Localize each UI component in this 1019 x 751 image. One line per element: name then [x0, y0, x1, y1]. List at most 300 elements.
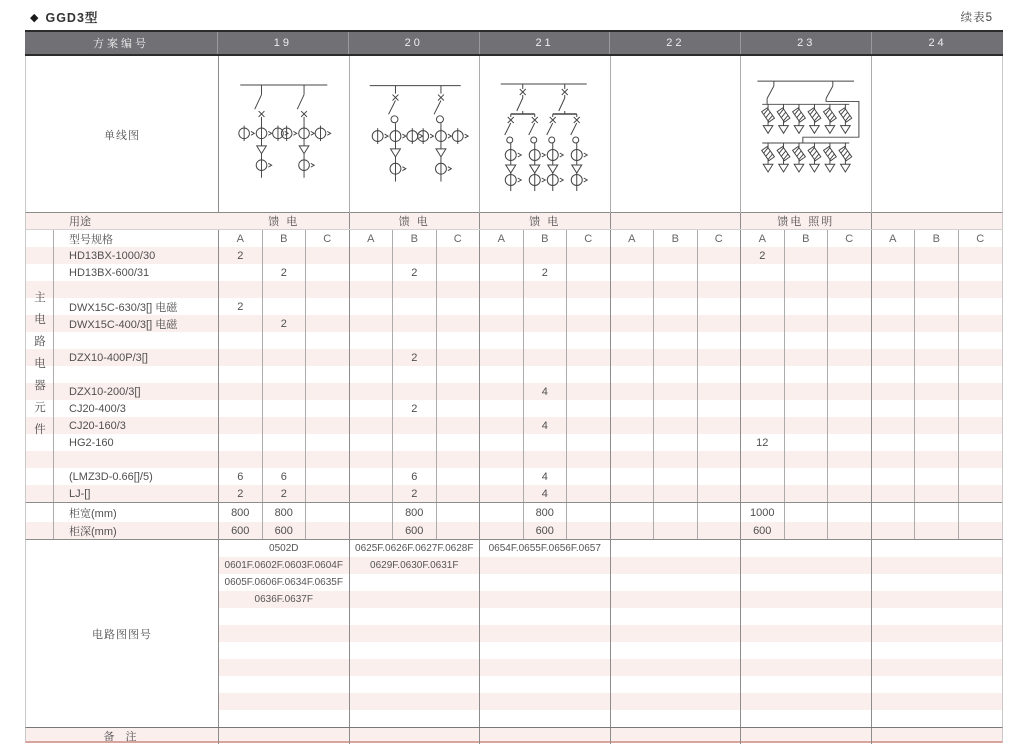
- component-label: [54, 451, 219, 468]
- circuit-row: [219, 659, 1002, 676]
- scheme-header-20: 20: [349, 32, 480, 54]
- quantity-cell: [567, 485, 611, 502]
- size-cell: [872, 503, 916, 522]
- quantity-cell: [263, 281, 307, 298]
- quantity-cell: [524, 298, 568, 315]
- size-cell: [350, 503, 394, 522]
- quantity-cell: 2: [263, 485, 307, 502]
- quantity-cell: [698, 349, 742, 366]
- quantity-cell: [915, 349, 959, 366]
- quantity-cell: [698, 247, 742, 264]
- circuit-number-cell: 0502D: [219, 540, 350, 557]
- diagram-cell-empty: [872, 56, 1003, 213]
- circuit-number-cell: [219, 659, 350, 676]
- quantity-cell: [437, 281, 481, 298]
- quantity-cell: [828, 434, 872, 451]
- circuit-number-cell: [872, 591, 1003, 608]
- component-label: [54, 281, 219, 298]
- quantity-cell: [219, 349, 263, 366]
- quantity-cell: [611, 281, 655, 298]
- quantity-cell: [959, 298, 1003, 315]
- quantity-cell: [872, 332, 916, 349]
- quantity-cell: [654, 383, 698, 400]
- remark-cell: [350, 728, 481, 744]
- quantity-cell: 4: [524, 485, 568, 502]
- quantity-cell: [741, 400, 785, 417]
- quantity-cell: [306, 349, 350, 366]
- quantity-cell: [785, 417, 829, 434]
- quantity-cell: [611, 468, 655, 485]
- size-cell: [959, 522, 1003, 539]
- quantity-cell: 2: [741, 247, 785, 264]
- quantity-cell: [611, 485, 655, 502]
- quantity-cell: [263, 417, 307, 434]
- quantity-cell: [959, 434, 1003, 451]
- quantity-cell: [437, 383, 481, 400]
- quantity-cell: [480, 451, 524, 468]
- quantity-cell: [959, 485, 1003, 502]
- circuit-number-cell: [741, 659, 872, 676]
- quantity-cell: [654, 434, 698, 451]
- circuit-number-cell: [741, 574, 872, 591]
- circuit-number-cell: [480, 574, 611, 591]
- quantity-cell: [959, 247, 1003, 264]
- size-cell: [828, 503, 872, 522]
- quantity-cell: [915, 247, 959, 264]
- quantity-cell: [872, 281, 916, 298]
- component-label: HD13BX-1000/30: [54, 247, 219, 264]
- component-label: CJ20-160/3: [54, 417, 219, 434]
- circuit-number-cell: [872, 540, 1003, 557]
- quantity-cell: [306, 417, 350, 434]
- subcolumn-header-B: B: [654, 230, 698, 247]
- quantity-cell: [567, 468, 611, 485]
- quantity-cell: [872, 383, 916, 400]
- subcolumn-header-B: B: [263, 230, 307, 247]
- quantity-cell: 2: [219, 298, 263, 315]
- circuit-number-cell: [350, 591, 481, 608]
- quantity-cell: [654, 298, 698, 315]
- circuit-number-cell: [611, 557, 742, 574]
- circuit-number-cell: [741, 608, 872, 625]
- quantity-cell: [741, 298, 785, 315]
- component-row: [26, 247, 1002, 264]
- quantity-cell: [915, 315, 959, 332]
- quantity-cell: [872, 485, 916, 502]
- quantity-cell: [959, 264, 1003, 281]
- single-line-diagram-scheme-20: [350, 56, 481, 213]
- usage-cell: 馈 电: [219, 213, 350, 229]
- quantity-cell: 6: [219, 468, 263, 485]
- circuit-number-cell: [480, 693, 611, 710]
- quantity-cell: [828, 366, 872, 383]
- quantity-cell: [524, 332, 568, 349]
- quantity-cell: [654, 247, 698, 264]
- quantity-cell: [611, 451, 655, 468]
- circuit-number-cell: [219, 608, 350, 625]
- quantity-cell: [480, 468, 524, 485]
- size-label: 柜宽(mm): [54, 503, 219, 522]
- quantity-cell: [437, 332, 481, 349]
- circuit-number-cell: [611, 642, 742, 659]
- quantity-cell: [480, 485, 524, 502]
- quantity-cell: [915, 468, 959, 485]
- single-line-diagram-template-23: [741, 56, 871, 213]
- subcolumn-header-B: B: [393, 230, 437, 247]
- quantity-cell: [698, 332, 742, 349]
- circuit-number-cell: [350, 574, 481, 591]
- quantity-cell: [567, 366, 611, 383]
- remark-cell: [872, 728, 1003, 744]
- usage-row-label: 用途: [69, 216, 91, 228]
- circuit-number-cell: [350, 608, 481, 625]
- circuit-row: [219, 625, 1002, 642]
- quantity-cell: [785, 281, 829, 298]
- component-row: [26, 468, 1002, 485]
- quantity-cell: [263, 434, 307, 451]
- quantity-cell: [785, 332, 829, 349]
- quantity-cell: [785, 349, 829, 366]
- quantity-cell: [567, 349, 611, 366]
- quantity-cell: [785, 298, 829, 315]
- quantity-cell: [263, 247, 307, 264]
- quantity-cell: [524, 451, 568, 468]
- remark-cell: [741, 728, 872, 744]
- quantity-cell: [350, 485, 394, 502]
- component-row: [26, 400, 1002, 417]
- size-cell: [567, 503, 611, 522]
- size-cell: [480, 503, 524, 522]
- quantity-cell: [350, 400, 394, 417]
- quantity-cell: [698, 434, 742, 451]
- quantity-cell: 2: [263, 315, 307, 332]
- quantity-cell: [915, 434, 959, 451]
- gutter-cell: [26, 485, 54, 502]
- quantity-cell: 4: [524, 417, 568, 434]
- quantity-cell: [872, 400, 916, 417]
- single-line-diagram-template-20: [350, 56, 480, 213]
- quantity-cell: [959, 366, 1003, 383]
- subcolumn-header-A: A: [611, 230, 655, 247]
- usage-cell: 馈 电: [480, 213, 611, 229]
- quantity-cell: [828, 349, 872, 366]
- component-row: [26, 366, 1002, 383]
- quantity-cell: [698, 298, 742, 315]
- quantity-cell: [785, 434, 829, 451]
- quantity-cell: 2: [524, 264, 568, 281]
- quantity-cell: [828, 264, 872, 281]
- quantity-cell: [741, 451, 785, 468]
- side-label-char: 电: [34, 358, 46, 370]
- subcolumn-header-B: B: [915, 230, 959, 247]
- quantity-cell: [872, 451, 916, 468]
- side-label-char: 件: [34, 424, 46, 436]
- quantity-cell: [567, 400, 611, 417]
- circuit-number-cell: [219, 642, 350, 659]
- component-label: [54, 366, 219, 383]
- quantity-cell: [263, 451, 307, 468]
- circuit-number-cell: [872, 659, 1003, 676]
- quantity-cell: [741, 281, 785, 298]
- continuation-label: 续表5: [960, 12, 993, 24]
- quantity-cell: [611, 417, 655, 434]
- quantity-cell: [654, 332, 698, 349]
- quantity-cell: [654, 400, 698, 417]
- subcolumn-header-A: A: [480, 230, 524, 247]
- circuit-number-cell: 0605F.0606F.0634F.0635F: [219, 574, 350, 591]
- quantity-cell: [785, 400, 829, 417]
- circuit-number-cell: [219, 693, 350, 710]
- circuit-row: [219, 608, 1002, 625]
- quantity-cell: [480, 417, 524, 434]
- quantity-cell: [480, 349, 524, 366]
- quantity-cell: [306, 468, 350, 485]
- size-cell: [306, 522, 350, 539]
- subcolumn-header-C: C: [828, 230, 872, 247]
- circuit-number-cell: [741, 642, 872, 659]
- quantity-cell: [828, 298, 872, 315]
- circuit-row: [219, 710, 1002, 727]
- size-cell: 600: [393, 522, 437, 539]
- quantity-cell: [741, 366, 785, 383]
- size-cell: [611, 503, 655, 522]
- size-cell: [915, 503, 959, 522]
- quantity-cell: [350, 434, 394, 451]
- quantity-cell: [698, 315, 742, 332]
- quantity-cell: [306, 383, 350, 400]
- quantity-cell: [828, 485, 872, 502]
- quantity-cell: [480, 434, 524, 451]
- component-row: [26, 332, 1002, 349]
- component-section: [25, 230, 1003, 539]
- component-label: DWX15C-630/3[] 电磁: [54, 298, 219, 315]
- quantity-cell: [437, 468, 481, 485]
- spec-row: [26, 230, 1002, 247]
- quantity-cell: [698, 468, 742, 485]
- quantity-cell: [437, 485, 481, 502]
- quantity-cell: [393, 298, 437, 315]
- quantity-cell: [741, 383, 785, 400]
- quantity-cell: [741, 349, 785, 366]
- quantity-cell: [611, 349, 655, 366]
- subcolumn-header-A: A: [741, 230, 785, 247]
- circuit-number-cell: [350, 710, 481, 727]
- quantity-cell: [959, 281, 1003, 298]
- quantity-cell: [959, 315, 1003, 332]
- diagram-row: [25, 56, 1003, 213]
- quantity-cell: [350, 349, 394, 366]
- quantity-cell: [567, 332, 611, 349]
- circuit-number-cell: [480, 642, 611, 659]
- circuit-number-cell: 0629F.0630F.0631F: [350, 557, 481, 574]
- quantity-cell: [567, 451, 611, 468]
- size-cell: [785, 503, 829, 522]
- quantity-cell: [872, 417, 916, 434]
- quantity-cell: [785, 383, 829, 400]
- quantity-cell: [219, 366, 263, 383]
- component-row: [26, 451, 1002, 468]
- quantity-cell: [480, 281, 524, 298]
- component-row: [26, 383, 1002, 400]
- quantity-cell: 6: [263, 468, 307, 485]
- circuit-row: [219, 591, 1002, 608]
- circuit-number-cell: [611, 591, 742, 608]
- circuit-number-cell: 0625F.0626F.0627F.0628F: [350, 540, 481, 557]
- quantity-cell: 2: [263, 264, 307, 281]
- size-cell: [698, 522, 742, 539]
- quantity-cell: [872, 298, 916, 315]
- quantity-cell: [263, 383, 307, 400]
- quantity-cell: [480, 247, 524, 264]
- quantity-cell: [393, 247, 437, 264]
- quantity-cell: 2: [393, 485, 437, 502]
- component-label: LJ-[]: [54, 485, 219, 502]
- circuit-number-cell: [611, 574, 742, 591]
- usage-cell: 馈 电: [350, 213, 481, 229]
- quantity-cell: [828, 315, 872, 332]
- title-bar: [30, 8, 993, 26]
- side-label-char: 电: [34, 314, 46, 326]
- size-cell: [306, 503, 350, 522]
- quantity-cell: 4: [524, 468, 568, 485]
- quantity-cell: [567, 434, 611, 451]
- quantity-cell: [741, 315, 785, 332]
- quantity-cell: [306, 485, 350, 502]
- quantity-cell: [350, 281, 394, 298]
- side-label-char: 路: [34, 336, 46, 348]
- quantity-cell: [480, 264, 524, 281]
- circuit-number-cell: [219, 625, 350, 642]
- component-row: [26, 349, 1002, 366]
- size-cell: 600: [741, 522, 785, 539]
- circuit-number-cell: [480, 625, 611, 642]
- quantity-cell: [872, 264, 916, 281]
- subcolumn-header-A: A: [872, 230, 916, 247]
- quantity-cell: [480, 366, 524, 383]
- quantity-cell: [915, 485, 959, 502]
- quantity-cell: [611, 332, 655, 349]
- page-title-text: GGD3型: [45, 11, 99, 25]
- quantity-cell: 4: [524, 383, 568, 400]
- component-label: CJ20-400/3: [54, 400, 219, 417]
- quantity-cell: [393, 383, 437, 400]
- quantity-cell: [350, 247, 394, 264]
- component-row: [26, 315, 1002, 332]
- quantity-cell: [480, 332, 524, 349]
- quantity-cell: 2: [393, 400, 437, 417]
- quantity-cell: 2: [219, 247, 263, 264]
- circuit-number-cell: [350, 659, 481, 676]
- quantity-cell: [306, 264, 350, 281]
- quantity-cell: [654, 451, 698, 468]
- subcolumn-header-A: A: [219, 230, 263, 247]
- remark-cell: [480, 728, 611, 744]
- circuit-number-cell: [872, 574, 1003, 591]
- quantity-cell: [785, 247, 829, 264]
- size-cell: [480, 522, 524, 539]
- quantity-cell: [611, 264, 655, 281]
- quantity-cell: [480, 298, 524, 315]
- quantity-cell: [219, 281, 263, 298]
- quantity-cell: [350, 264, 394, 281]
- size-cell: 600: [524, 522, 568, 539]
- quantity-cell: [828, 468, 872, 485]
- quantity-cell: [959, 400, 1003, 417]
- quantity-cell: [437, 400, 481, 417]
- page-title: [30, 8, 98, 26]
- side-label-char: 元: [34, 402, 46, 414]
- gutter-cell: [26, 247, 54, 264]
- quantity-cell: [393, 281, 437, 298]
- size-cell: 800: [524, 503, 568, 522]
- gutter-cell: [26, 264, 54, 281]
- quantity-cell: [915, 298, 959, 315]
- usage-cell: [611, 213, 742, 229]
- quantity-cell: [611, 247, 655, 264]
- quantity-cell: [828, 281, 872, 298]
- size-cell: [959, 503, 1003, 522]
- scheme-header-24: 24: [928, 37, 947, 49]
- circuit-number-cell: [350, 676, 481, 693]
- quantity-cell: [306, 451, 350, 468]
- quantity-cell: [915, 383, 959, 400]
- single-line-diagram-scheme-19: [219, 56, 350, 213]
- quantity-cell: [872, 247, 916, 264]
- quantity-cell: [263, 366, 307, 383]
- quantity-cell: [567, 417, 611, 434]
- size-cell: 1000: [741, 503, 785, 522]
- component-label: HD13BX-600/31: [54, 264, 219, 281]
- quantity-cell: [698, 366, 742, 383]
- subcolumn-header-C: C: [437, 230, 481, 247]
- quantity-cell: [263, 298, 307, 315]
- circuit-number-cell: [611, 693, 742, 710]
- quantity-cell: [524, 434, 568, 451]
- quantity-cell: [654, 349, 698, 366]
- quantity-cell: [437, 417, 481, 434]
- scheme-header-21: 21: [480, 32, 611, 54]
- quantity-cell: [611, 298, 655, 315]
- quantity-cell: [219, 400, 263, 417]
- circuit-number-cell: [480, 608, 611, 625]
- circuit-number-cell: [611, 676, 742, 693]
- quantity-cell: [654, 468, 698, 485]
- quantity-cell: [698, 451, 742, 468]
- gutter-cell: [26, 230, 54, 247]
- side-label-char: 器: [34, 380, 46, 392]
- circuit-number-cell: [350, 693, 481, 710]
- quantity-cell: [437, 264, 481, 281]
- component-row: [26, 281, 1002, 298]
- circuit-number-cell: [872, 625, 1003, 642]
- circuit-section-label: 电路图图号: [26, 540, 219, 727]
- circuit-number-cell: [611, 710, 742, 727]
- quantity-cell: [828, 247, 872, 264]
- circuit-number-cell: [480, 659, 611, 676]
- quantity-cell: [959, 349, 1003, 366]
- circuit-row: [219, 557, 1002, 574]
- quantity-cell: [915, 366, 959, 383]
- quantity-cell: [306, 281, 350, 298]
- quantity-cell: [741, 468, 785, 485]
- diagram-row-label: 单线图: [26, 56, 219, 213]
- circuit-number-cell: [741, 540, 872, 557]
- size-cell: [437, 503, 481, 522]
- quantity-cell: [219, 417, 263, 434]
- circuit-number-cell: [350, 642, 481, 659]
- circuit-number-cell: [480, 591, 611, 608]
- quantity-cell: [306, 332, 350, 349]
